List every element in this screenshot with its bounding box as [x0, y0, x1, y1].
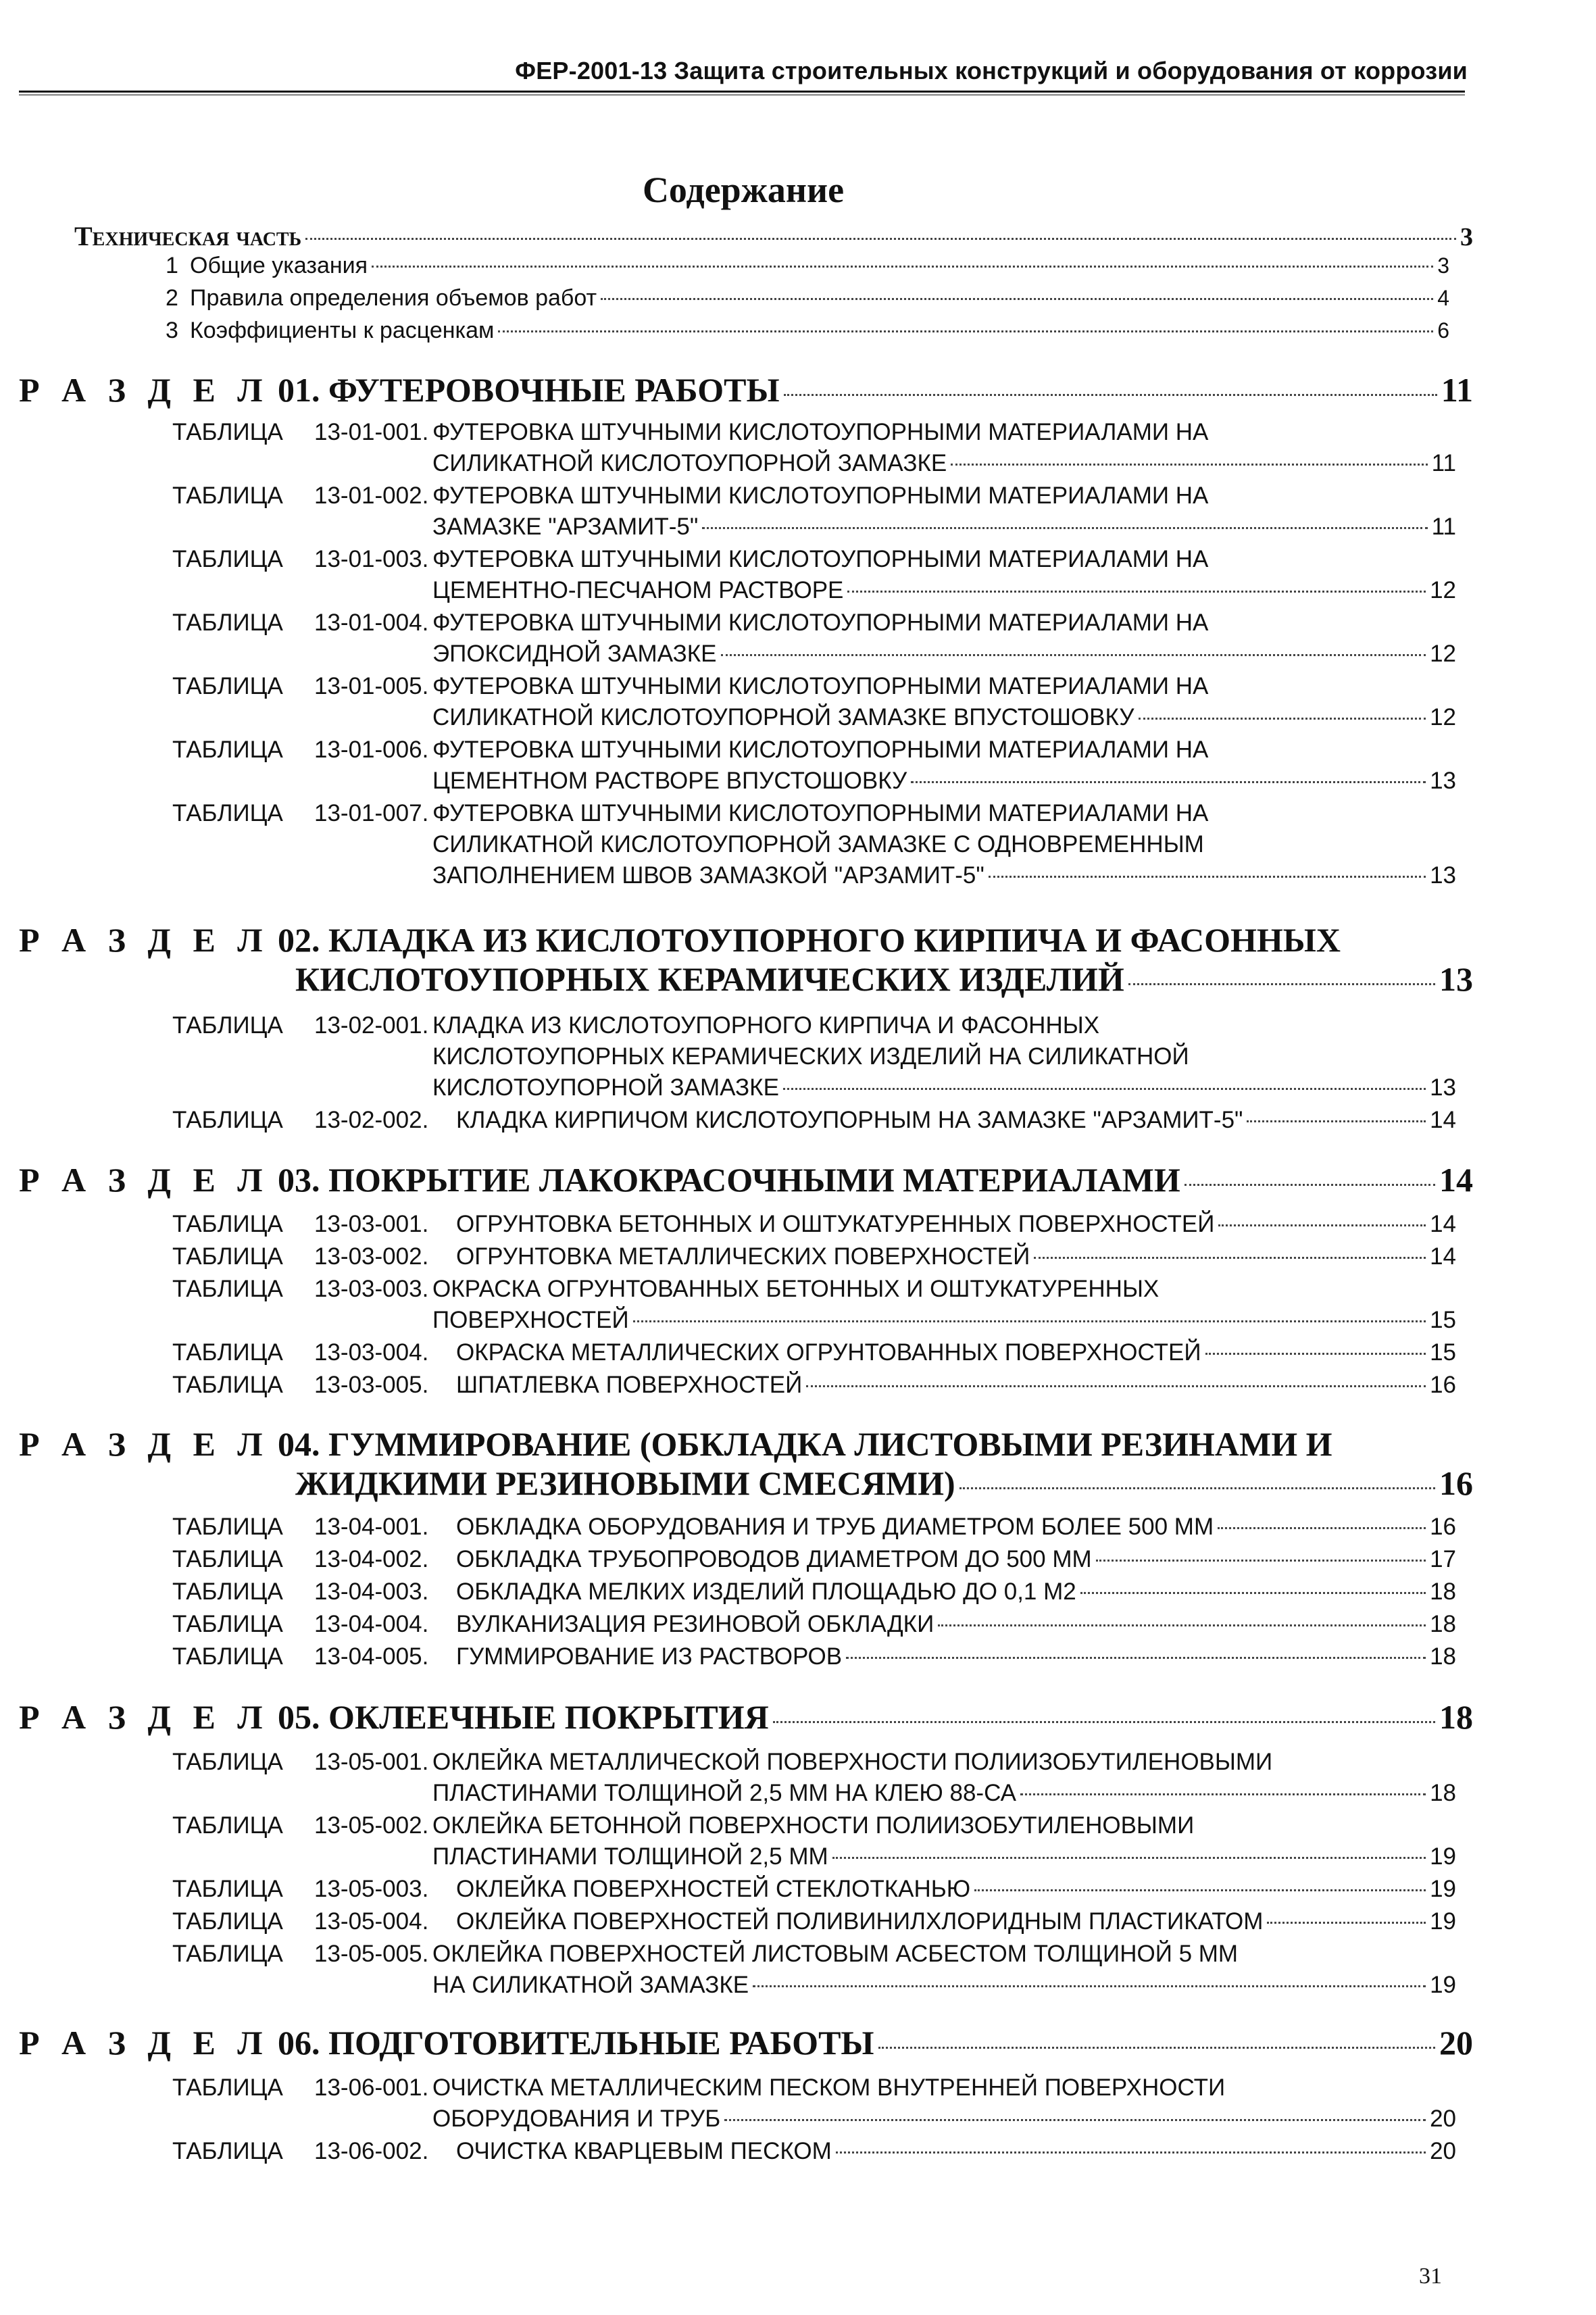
- toc-page: 12: [1430, 577, 1456, 603]
- toc-page: 18: [1439, 1698, 1473, 1736]
- table-label: ТАБЛИЦА: [172, 482, 283, 509]
- section-prefix: Р А З Д Е Л: [19, 371, 270, 409]
- table-code: 13-04-003.: [314, 1578, 429, 1605]
- dot-leader: [1096, 1560, 1426, 1562]
- dot-leader: [846, 1657, 1426, 1659]
- toc-page: 15: [1430, 1307, 1456, 1333]
- table-title-continued: ЦЕМЕНТНО-ПЕСЧАНОМ РАСТВОРЕ: [432, 577, 844, 603]
- table-label: ТАБЛИЦА: [172, 1546, 283, 1572]
- header-rule: [19, 91, 1465, 93]
- toc-table-entry[interactable]: [172, 800, 1208, 827]
- page-number: 31: [1419, 2264, 1442, 2289]
- table-title: ФУТЕРОВКА ШТУЧНЫМИ КИСЛОТОУПОРНЫМИ МАТЕРИАЛАМИ НА: [432, 673, 1209, 699]
- toc-page: 14: [1430, 1211, 1456, 1237]
- toc-entry-section-06[interactable]: [19, 2023, 1473, 2062]
- dot-leader: [1128, 983, 1435, 985]
- table-title-continued: ПОВЕРХНОСТЕЙ: [432, 1307, 629, 1333]
- toc-subentry-label: Коэффициенты к расценкам: [190, 318, 495, 343]
- table-label: ТАБЛИЦА: [172, 1941, 283, 1967]
- table-label: ТАБЛИЦА: [172, 673, 283, 699]
- table-title: ШПАТЛЕВКА ПОВЕРХНОСТЕЙ: [456, 1372, 803, 1398]
- toc-page: 14: [1430, 1243, 1456, 1270]
- toc-table-entry-continuation: [432, 862, 1456, 889]
- toc-table-entry-continuation: [432, 1307, 1456, 1334]
- section-title-line1: КЛАДКА ИЗ КИСЛОТОУПОРНОГО КИРПИЧА И ФАСОННЫХ: [328, 921, 1341, 959]
- dot-leader: [372, 266, 1433, 268]
- toc-label: Техническая часть: [74, 221, 302, 251]
- toc-page: 16: [1439, 1464, 1473, 1502]
- toc-entry-technical-part[interactable]: [74, 220, 1473, 252]
- dot-leader: [773, 1721, 1435, 1723]
- section-title: ФУТЕРОВОЧНЫЕ РАБОТЫ: [328, 371, 780, 409]
- section-number: 04.: [278, 1425, 320, 1463]
- toc-page: 19: [1430, 1843, 1456, 1870]
- table-title-continued: ПЛАСТИНАМИ ТОЛЩИНОЙ 2,5 ММ НА КЛЕЮ 88-СА: [432, 1780, 1016, 1806]
- table-label: ТАБЛИЦА: [172, 1812, 283, 1839]
- table-label: ТАБЛИЦА: [172, 1211, 283, 1237]
- toc-page: 13: [1430, 862, 1456, 889]
- toc-subentry[interactable]: [166, 318, 1449, 344]
- toc-table-entry[interactable]: [172, 2138, 1456, 2165]
- table-label: ТАБЛИЦА: [172, 1749, 283, 1775]
- toc-table-entry[interactable]: [172, 1276, 1159, 1303]
- section-title: ПОКРЫТИЕ ЛАКОКРАСОЧНЫМИ МАТЕРИАЛАМИ: [328, 1161, 1180, 1199]
- table-label: ТАБЛИЦА: [172, 800, 283, 826]
- table-title-continued: ЗАПОЛНЕНИЕМ ШВОВ ЗАМАЗКОЙ "АРЗАМИТ-5": [432, 862, 984, 889]
- section-prefix: Р А З Д Е Л: [19, 2024, 270, 2062]
- dot-leader: [1034, 1257, 1426, 1259]
- toc-page: 11: [1431, 450, 1456, 476]
- dot-leader: [724, 2119, 1426, 2121]
- dot-leader: [1139, 718, 1426, 720]
- table-label: ТАБЛИЦА: [172, 1107, 283, 1133]
- page-title: Содержание: [642, 170, 845, 210]
- toc-page: 13: [1439, 960, 1473, 998]
- toc-table-entry-continuation: [432, 768, 1456, 795]
- table-title: ОЧИСТКА МЕТАЛЛИЧЕСКИМ ПЕСКОМ ВНУТРЕННЕЙ ПОВЕРХНОСТИ: [432, 2074, 1226, 2101]
- section-number: 06.: [278, 2024, 320, 2062]
- dot-leader: [847, 591, 1426, 593]
- table-code: 13-01-001.: [314, 419, 429, 445]
- dot-leader: [633, 1320, 1426, 1322]
- table-code: 13-04-001.: [314, 1514, 429, 1540]
- table-code: 13-03-002.: [314, 1243, 429, 1270]
- dot-leader: [806, 1385, 1426, 1387]
- toc-table-entry-continuation: [432, 1843, 1456, 1870]
- toc-table-entry[interactable]: [172, 1749, 1272, 1776]
- toc-subentry-number: 2: [166, 285, 178, 311]
- toc-table-entry[interactable]: [172, 609, 1208, 637]
- toc-table-entry-continuation: [432, 1780, 1456, 1807]
- table-code: 13-05-003.: [314, 1876, 429, 1902]
- toc-page: 19: [1430, 1972, 1456, 1998]
- dot-leader: [783, 1088, 1426, 1090]
- dot-leader: [601, 298, 1433, 300]
- toc-page: 15: [1430, 1339, 1456, 1366]
- toc-table-entry[interactable]: [172, 1211, 1456, 1238]
- table-label: ТАБЛИЦА: [172, 419, 283, 445]
- table-title: ОКРАСКА МЕТАЛЛИЧЕСКИХ ОГРУНТОВАННЫХ ПОВЕРХНОСТЕЙ: [456, 1339, 1201, 1366]
- section-title-line1: ГУММИРОВАНИЕ (ОБКЛАДКА ЛИСТОВЫМИ РЕЗИНАМИ И: [328, 1425, 1332, 1463]
- toc-page: 19: [1430, 1876, 1456, 1902]
- toc-page: 18: [1430, 1643, 1456, 1670]
- toc-page: 11: [1431, 514, 1456, 540]
- table-title-continued: ЭПОКСИДНОЙ ЗАМАЗКЕ: [432, 641, 717, 667]
- toc-table-entry-continuation: [432, 2106, 1456, 2133]
- table-title-continued: СИЛИКАТНОЙ КИСЛОТОУПОРНОЙ ЗАМАЗКЕ С ОДНОВРЕМЕННЫМ: [432, 831, 1204, 857]
- toc-table-entry[interactable]: [172, 1012, 1099, 1039]
- dot-leader: [498, 330, 1433, 332]
- toc-table-entry[interactable]: [172, 673, 1208, 700]
- toc-page: 4: [1437, 286, 1449, 310]
- table-label: ТАБЛИЦА: [172, 1876, 283, 1902]
- toc-page: 20: [1430, 2106, 1456, 2132]
- table-code: 13-03-003.: [314, 1276, 429, 1302]
- table-title: ОГРУНТОВКА БЕТОННЫХ И ОШТУКАТУРЕННЫХ ПОВЕРХНОСТЕЙ: [456, 1211, 1215, 1237]
- table-title: ФУТЕРОВКА ШТУЧНЫМИ КИСЛОТОУПОРНЫМИ МАТЕРИАЛАМИ НА: [432, 737, 1209, 763]
- toc-table-entry-continuation: [432, 704, 1456, 731]
- table-title: ОБКЛАДКА ТРУБОПРОВОДОВ ДИАМЕТРОМ ДО 500 ММ: [456, 1546, 1092, 1572]
- table-label: ТАБЛИЦА: [172, 546, 283, 572]
- section-title-line2: КИСЛОТОУПОРНЫХ КЕРАМИЧЕСКИХ ИЗДЕЛИЙ: [295, 960, 1124, 998]
- dot-leader: [951, 464, 1427, 466]
- dot-leader: [836, 2151, 1426, 2154]
- toc-page: 13: [1430, 768, 1456, 794]
- toc-page: 18: [1430, 1611, 1456, 1637]
- toc-page: 12: [1430, 641, 1456, 667]
- table-label: ТАБЛИЦА: [172, 1276, 283, 1302]
- toc-entry-section-04[interactable]: [295, 1464, 1473, 1503]
- dot-leader: [974, 1889, 1426, 1891]
- table-title-continued: ОБОРУДОВАНИЯ И ТРУБ: [432, 2106, 721, 2132]
- table-label: ТАБЛИЦА: [172, 737, 283, 763]
- table-title: ОКЛЕЙКА ПОВЕРХНОСТЕЙ ЛИСТОВЫМ АСБЕСТОМ ТОЛЩИНОЙ 5 ММ: [432, 1941, 1239, 1967]
- table-label: ТАБЛИЦА: [172, 1339, 283, 1366]
- dot-leader: [1218, 1224, 1426, 1226]
- toc-subentry-number: 1: [166, 253, 178, 278]
- dot-leader: [784, 394, 1437, 396]
- toc-table-entry[interactable]: [172, 1243, 1456, 1270]
- table-label: ТАБЛИЦА: [172, 1372, 283, 1398]
- table-title: ФУТЕРОВКА ШТУЧНЫМИ КИСЛОТОУПОРНЫМИ МАТЕРИАЛАМИ НА: [432, 546, 1209, 572]
- toc-subentry-label: Правила определения объемов работ: [190, 285, 597, 311]
- dot-leader: [938, 1624, 1426, 1626]
- table-label: ТАБЛИЦА: [172, 1514, 283, 1540]
- toc-table-entry-continuation: [432, 514, 1456, 541]
- table-label: ТАБЛИЦА: [172, 609, 283, 636]
- dot-leader: [1184, 1184, 1435, 1186]
- toc-table-entry[interactable]: [172, 546, 1208, 573]
- table-code: 13-03-001.: [314, 1211, 429, 1237]
- toc-page: 19: [1430, 1908, 1456, 1935]
- toc-table-entry[interactable]: [172, 1107, 1456, 1134]
- toc-subentry-number: 3: [166, 318, 178, 343]
- toc-page: 17: [1430, 1546, 1456, 1572]
- table-title-continued: ЦЕМЕНТНОМ РАСТВОРЕ ВПУСТОШОВКУ: [432, 768, 907, 794]
- toc-table-entry-continuation: [432, 577, 1456, 604]
- toc-table-entry[interactable]: [172, 1941, 1238, 1968]
- toc-subentry-label: Общие указания: [190, 253, 368, 278]
- dot-leader: [721, 654, 1426, 656]
- toc-table-entry-continuation: [432, 450, 1456, 477]
- table-code: 13-01-007.: [314, 800, 429, 826]
- table-code: 13-04-005.: [314, 1643, 429, 1670]
- dot-leader: [989, 876, 1426, 878]
- table-label: ТАБЛИЦА: [172, 1908, 283, 1935]
- toc-page: 20: [1439, 2024, 1473, 2062]
- section-prefix: Р А З Д Е Л: [19, 1161, 270, 1199]
- table-title-continued: СИЛИКАТНОЙ КИСЛОТОУПОРНОЙ ЗАМАЗКЕ ВПУСТОШОВКУ: [432, 704, 1134, 730]
- table-code: 13-04-004.: [314, 1611, 429, 1637]
- table-title-continued: СИЛИКАТНОЙ КИСЛОТОУПОРНОЙ ЗАМАЗКЕ: [432, 450, 947, 476]
- table-code: 13-05-001.: [314, 1749, 429, 1775]
- section-title-line2: ЖИДКИМИ РЕЗИНОВЫМИ СМЕСЯМИ): [295, 1464, 955, 1502]
- table-title: ФУТЕРОВКА ШТУЧНЫМИ КИСЛОТОУПОРНЫМИ МАТЕРИАЛАМИ НА: [432, 419, 1209, 445]
- table-code: 13-06-001.: [314, 2074, 429, 2101]
- table-title: ОГРУНТОВКА МЕТАЛЛИЧЕСКИХ ПОВЕРХНОСТЕЙ: [456, 1243, 1030, 1270]
- section-number: 02.: [278, 921, 320, 959]
- toc-page: 11: [1441, 371, 1473, 409]
- dot-leader: [1020, 1793, 1426, 1795]
- dot-leader: [1267, 1922, 1426, 1924]
- section-prefix: Р А З Д Е Л: [19, 921, 270, 959]
- table-title: ГУММИРОВАНИЕ ИЗ РАСТВОРОВ: [456, 1643, 843, 1670]
- toc-page: 18: [1430, 1578, 1456, 1605]
- toc-table-entry[interactable]: [172, 1643, 1456, 1670]
- toc-page: 3: [1460, 223, 1473, 251]
- toc-subentry[interactable]: [166, 285, 1449, 312]
- table-label: ТАБЛИЦА: [172, 1012, 283, 1039]
- table-code: 13-03-004.: [314, 1339, 429, 1366]
- section-title: ПОДГОТОВИТЕЛЬНЫЕ РАБОТЫ: [328, 2024, 874, 2062]
- toc-page: 14: [1430, 1107, 1456, 1133]
- table-title: ФУТЕРОВКА ШТУЧНЫМИ КИСЛОТОУПОРНЫМИ МАТЕРИАЛАМИ НА: [432, 482, 1209, 509]
- section-prefix: Р А З Д Е Л: [19, 1698, 270, 1736]
- table-code: 13-05-005.: [314, 1941, 429, 1967]
- table-title-continued: НА СИЛИКАТНОЙ ЗАМАЗКЕ: [432, 1972, 749, 1998]
- toc-page: 6: [1437, 318, 1449, 343]
- table-title: КЛАДКА КИРПИЧОМ КИСЛОТОУПОРНЫМ НА ЗАМАЗКЕ "АРЗАМИТ-5": [456, 1107, 1243, 1133]
- toc-table-entry-continuation: [432, 1074, 1456, 1101]
- table-title-continued: ПЛАСТИНАМИ ТОЛЩИНОЙ 2,5 ММ: [432, 1843, 828, 1870]
- table-code: 13-01-003.: [314, 546, 429, 572]
- table-code: 13-05-002.: [314, 1812, 429, 1839]
- table-label: ТАБЛИЦА: [172, 1243, 283, 1270]
- toc-page: 20: [1430, 2138, 1456, 2164]
- toc-page: 14: [1439, 1161, 1473, 1199]
- toc-table-entry[interactable]: [172, 1546, 1456, 1573]
- table-code: 13-05-004.: [314, 1908, 429, 1935]
- table-title: ОБКЛАДКА МЕЛКИХ ИЗДЕЛИЙ ПЛОЩАДЬЮ ДО 0,1 М2: [456, 1578, 1076, 1605]
- dot-leader: [753, 1985, 1426, 1987]
- table-label: ТАБЛИЦА: [172, 1578, 283, 1605]
- toc-table-entry-continuation: [432, 1972, 1456, 1999]
- section-number: 01.: [278, 371, 320, 409]
- toc-table-entry[interactable]: [172, 1876, 1456, 1903]
- toc-table-entry[interactable]: [172, 1908, 1456, 1935]
- table-code: 13-02-002.: [314, 1107, 429, 1133]
- table-code: 13-01-004.: [314, 609, 429, 636]
- table-label: ТАБЛИЦА: [172, 2138, 283, 2164]
- table-title-continued: КИСЛОТОУПОРНЫХ КЕРАМИЧЕСКИХ ИЗДЕЛИЙ НА СИЛИКАТНОЙ: [432, 1043, 1189, 1070]
- section-heading-line1: [19, 920, 1341, 960]
- table-code: 13-04-002.: [314, 1546, 429, 1572]
- dot-leader: [305, 238, 1456, 240]
- dot-leader: [911, 781, 1426, 783]
- table-title: ВУЛКАНИЗАЦИЯ РЕЗИНОВОЙ ОБКЛАДКИ: [456, 1611, 934, 1637]
- section-title: ОКЛЕЕЧНЫЕ ПОКРЫТИЯ: [328, 1698, 769, 1736]
- table-title: ОКЛЕЙКА МЕТАЛЛИЧЕСКОЙ ПОВЕРХНОСТИ ПОЛИИЗОБУТИЛЕНОВЫМИ: [432, 1749, 1273, 1775]
- toc-subentry[interactable]: [166, 253, 1449, 279]
- table-title: ФУТЕРОВКА ШТУЧНЫМИ КИСЛОТОУПОРНЫМИ МАТЕРИАЛАМИ НА: [432, 800, 1209, 826]
- toc-table-entry[interactable]: [172, 1578, 1456, 1605]
- dot-leader: [878, 2047, 1435, 2049]
- table-title-continued: ЗАМАЗКЕ "АРЗАМИТ-5": [432, 514, 699, 540]
- dot-leader: [959, 1487, 1435, 1489]
- section-heading-line1: [19, 1424, 1332, 1464]
- table-title-continued: КИСЛОТОУПОРНОЙ ЗАМАЗКЕ: [432, 1074, 779, 1101]
- toc-table-entry[interactable]: [172, 1514, 1456, 1541]
- toc-page: 12: [1430, 704, 1456, 730]
- table-title: ОБКЛАДКА ОБОРУДОВАНИЯ И ТРУБ ДИАМЕТРОМ БОЛЕЕ 500 ММ: [456, 1514, 1214, 1540]
- dot-leader: [1205, 1353, 1426, 1355]
- table-label: ТАБЛИЦА: [172, 1643, 283, 1670]
- table-code: 13-06-002.: [314, 2138, 429, 2164]
- table-code: 13-03-005.: [314, 1372, 429, 1398]
- table-code: 13-02-001.: [314, 1012, 429, 1039]
- table-title: ОКЛЕЙКА ПОВЕРХНОСТЕЙ СТЕКЛОТКАНЬЮ: [456, 1876, 971, 1902]
- section-prefix: Р А З Д Е Л: [19, 1425, 270, 1463]
- toc-page: 13: [1430, 1074, 1456, 1101]
- running-header: ФЕР-2001-13 Защита строительных конструкций и оборудования от коррозии: [515, 57, 1468, 84]
- toc-page: 16: [1430, 1372, 1456, 1398]
- toc-table-entry[interactable]: [172, 1339, 1456, 1366]
- dot-leader: [1218, 1527, 1426, 1529]
- toc-entry-section-01[interactable]: [19, 370, 1473, 409]
- toc-table-entry[interactable]: [172, 1372, 1456, 1399]
- toc-entry-section-03[interactable]: [19, 1160, 1473, 1199]
- dot-leader: [1080, 1592, 1426, 1594]
- table-title: ОЧИСТКА КВАРЦЕВЫМ ПЕСКОМ: [456, 2138, 832, 2164]
- toc-table-entry[interactable]: [172, 737, 1208, 764]
- toc-page: 3: [1437, 253, 1449, 278]
- toc-table-entry[interactable]: [172, 1812, 1194, 1839]
- toc-entry-section-05[interactable]: [19, 1697, 1473, 1737]
- table-title: ОКЛЕЙКА ПОВЕРХНОСТЕЙ ПОЛИВИНИЛХЛОРИДНЫМ ПЛАСТИКАТОМ: [456, 1908, 1264, 1935]
- dot-leader: [832, 1857, 1426, 1859]
- table-code: 13-01-005.: [314, 673, 429, 699]
- table-title: КЛАДКА ИЗ КИСЛОТОУПОРНОГО КИРПИЧА И ФАСОННЫХ: [432, 1012, 1100, 1039]
- table-title: ОКРАСКА ОГРУНТОВАННЫХ БЕТОННЫХ И ОШТУКАТУРЕННЫХ: [432, 1276, 1159, 1302]
- section-number: 05.: [278, 1698, 320, 1736]
- dot-leader: [1247, 1120, 1426, 1122]
- toc-table-entry[interactable]: [172, 2074, 1225, 2101]
- section-number: 03.: [278, 1161, 320, 1199]
- table-code: 13-01-006.: [314, 737, 429, 763]
- toc-table-entry-continuation: [432, 641, 1456, 668]
- table-label: ТАБЛИЦА: [172, 1611, 283, 1637]
- toc-table-entry[interactable]: [172, 482, 1208, 509]
- dot-leader: [702, 527, 1427, 529]
- table-title: ОКЛЕЙКА БЕТОННОЙ ПОВЕРХНОСТИ ПОЛИИЗОБУТИЛЕНОВЫМИ: [432, 1812, 1195, 1839]
- table-code: 13-01-002.: [314, 482, 429, 509]
- table-label: ТАБЛИЦА: [172, 2074, 283, 2101]
- toc-page: 16: [1430, 1514, 1456, 1540]
- toc-table-entry[interactable]: [172, 419, 1208, 446]
- toc-page: 18: [1430, 1780, 1456, 1806]
- table-title: ФУТЕРОВКА ШТУЧНЫМИ КИСЛОТОУПОРНЫМИ МАТЕРИАЛАМИ НА: [432, 609, 1209, 636]
- toc-table-entry[interactable]: [172, 1611, 1456, 1638]
- toc-entry-section-02[interactable]: [295, 960, 1473, 999]
